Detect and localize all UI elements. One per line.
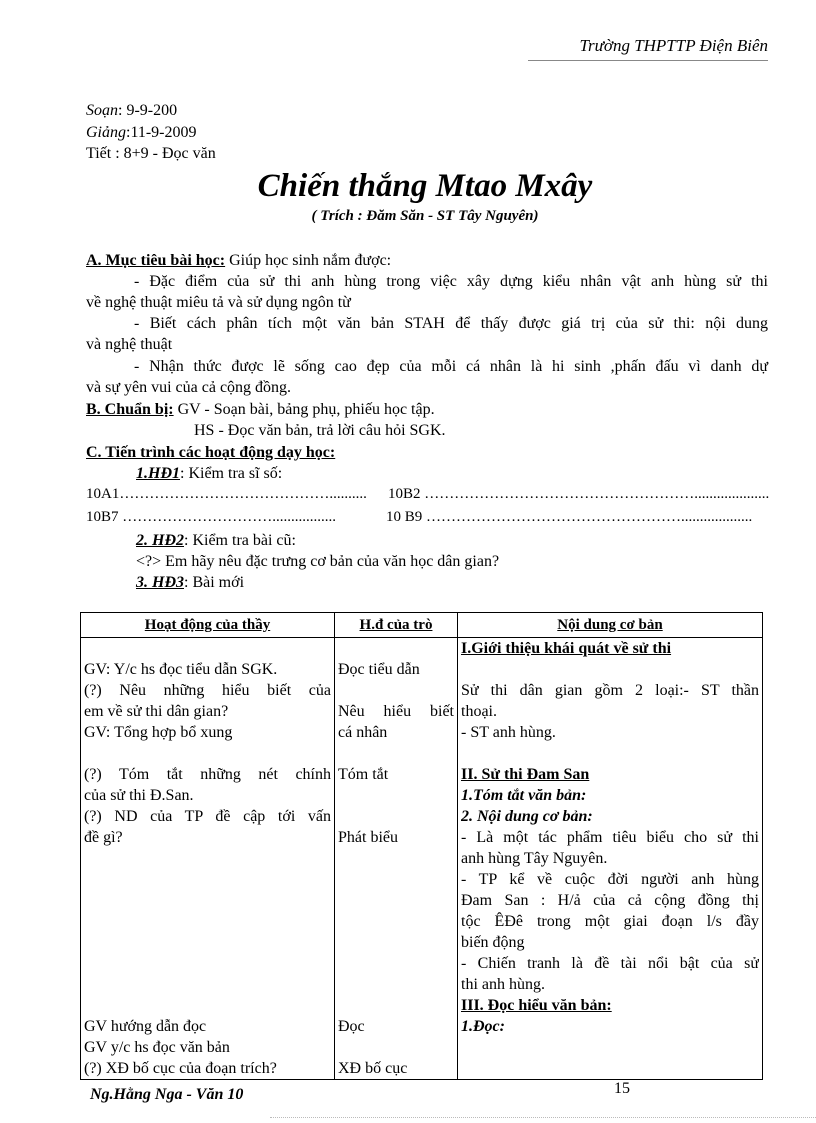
page-number: 15 (614, 1080, 630, 1097)
content-column (458, 638, 763, 1080)
teacher-line (84, 911, 331, 932)
school-name: Trường THPTTP Điện Biên (579, 36, 768, 55)
student-line (338, 806, 454, 827)
content-line: Sử thi dân gian gồm 2 loại:- ST thần (461, 682, 759, 699)
header-divider (528, 60, 768, 61)
hd3-label: 3. HĐ3 (136, 574, 184, 591)
hd2-text: : Kiểm tra bài cũ: (184, 532, 296, 549)
student-line (338, 890, 454, 911)
giang-label: Giảng (86, 124, 126, 141)
student-line (338, 848, 454, 869)
content-line: tộc ÊĐê trong một giai đoạn l/s đầy (461, 913, 759, 930)
content-line: anh hùng Tây Nguyên. (461, 850, 608, 867)
section-b-gv: GV - Soạn bài, bảng phụ, phiếu học tập. (173, 401, 435, 418)
teacher-line (84, 869, 331, 890)
teacher-line: (?) Tóm tắt những nét chính (84, 766, 331, 783)
teacher-line (84, 890, 331, 911)
header-teacher: Hoạt động của thầy (81, 613, 335, 638)
content-line (461, 659, 759, 680)
teacher-line (84, 848, 331, 869)
header-student: H.đ của trò (335, 613, 458, 638)
class-10b2: 10B2 ……………………………………………….................... (388, 486, 770, 502)
soan-value: : 9-9-200 (118, 102, 178, 119)
teacher-line (84, 974, 331, 995)
teacher-line: (?) Nêu những hiểu biết của (84, 682, 331, 699)
teacher-line (84, 932, 331, 953)
class-10b7: 10B7 …………………………................. (86, 509, 337, 525)
content-subheading: 2. Nội dung cơ bản: (461, 808, 593, 825)
student-line (338, 1037, 454, 1058)
section-c-heading-line (86, 442, 768, 463)
teacher-line: GV: Tổng hợp bổ xung (84, 724, 233, 741)
section-a-intro: Giúp học sinh nắm được: (225, 252, 392, 269)
student-line: Tóm tắt (338, 766, 389, 783)
footer-divider (270, 1117, 816, 1118)
content-line: thoại. (461, 703, 497, 720)
hd2-line (86, 530, 768, 551)
table-header-row (81, 613, 763, 638)
page-title: Chiến thắng Mtao Mxây (257, 168, 593, 204)
content-line (461, 1037, 759, 1058)
content-line: - ST anh hùng. (461, 724, 556, 741)
teacher-line (84, 995, 331, 1016)
content-subheading: 1.Tóm tắt văn bản: (461, 787, 587, 804)
hd1-text: : Kiểm tra sĩ số: (180, 465, 283, 482)
section-b-hs: HS - Đọc văn bản, trả lời câu hỏi SGK. (194, 422, 446, 439)
section-a-line: và sự yên vui của cả cộng đồng. (86, 379, 292, 396)
teacher-line: của sử thi Đ.San. (84, 787, 194, 804)
hd2-question: <?> Em hãy nêu đặc trưng cơ bản của văn học dân gian? (136, 553, 500, 570)
hd3-text: : Bài mới (184, 574, 245, 591)
content-heading: III. Đọc hiểu văn bản: (461, 997, 612, 1014)
content-line: thi anh hùng. (461, 976, 545, 993)
student-line (338, 638, 454, 659)
student-line (338, 995, 454, 1016)
section-a-heading: A. Mục tiêu bài học: (86, 252, 226, 269)
student-line: XĐ bố cục (338, 1060, 408, 1077)
content-heading: II. Sử thi Đam San (461, 766, 590, 783)
teacher-line (84, 953, 331, 974)
student-line (338, 743, 454, 764)
hd1-label: 1.HĐ1 (136, 465, 180, 482)
student-line (338, 911, 454, 932)
header-content: Nội dung cơ bản (458, 613, 763, 638)
section-a-heading-line (86, 250, 768, 271)
teacher-line: GV: Y/c hs đọc tiểu dẫn SGK. (84, 661, 278, 678)
giang-line (86, 124, 197, 142)
class-10a1: 10A1…………………………………….......... (86, 486, 367, 502)
content-line: - Chiến tranh là đề tài nổi bật của sử (461, 955, 759, 972)
student-line (338, 869, 454, 890)
giang-value: :11-9-2009 (126, 124, 197, 141)
section-b-heading-line (86, 399, 768, 420)
section-a-line: - Nhận thức được lẽ sống cao đẹp của mỗi cá nhân là hi sinh ,phấn đấu vì danh dự (134, 358, 768, 375)
content-heading: I.Giới thiệu khái quát về sử thi (461, 640, 672, 657)
content-line: Đam San : H/ả của cả cộng đồng thị (461, 892, 759, 909)
section-a-line: - Đặc điểm của sử thi anh hùng trong việc xây dựng kiểu nhân vật anh hùng sử thi (134, 273, 768, 290)
hd3-line (86, 572, 768, 593)
content-line: - TP kể về cuộc đời người anh hùng (461, 871, 759, 888)
class-10b9: 10 B9 ……………………………………………................... (386, 509, 753, 525)
teacher-line: GV hướng dẫn đọc (84, 1018, 207, 1035)
tiet-line: Tiết : 8+9 - Đọc văn (86, 145, 216, 162)
hd1-line (86, 463, 768, 484)
section-a-line: về nghệ thuật miêu tả và sử dụng ngôn từ (86, 294, 351, 311)
student-line (338, 932, 454, 953)
content-line (461, 743, 759, 764)
hd2-label: 2. HĐ2 (136, 532, 184, 549)
teacher-line: GV y/c hs đọc văn bản (84, 1039, 230, 1056)
teacher-line: em về sử thi dân gian? (84, 703, 229, 720)
student-line (338, 953, 454, 974)
section-a-line: - Biết cách phân tích một văn bản STAH để thấy được giá trị của sử thi: nội dung (134, 315, 768, 332)
table-row (81, 638, 763, 1080)
page-subtitle: ( Trích : Đăm Săn - ST Tây Nguyên) (311, 208, 539, 224)
soan-line (86, 102, 177, 120)
student-line (338, 680, 454, 701)
content-line: biến động (461, 934, 525, 951)
student-line (338, 974, 454, 995)
teacher-line (84, 638, 331, 659)
soan-label: Soạn (86, 102, 118, 119)
lesson-table (80, 612, 763, 1080)
footer-author: Ng.Hằng Nga - Văn 10 (90, 1086, 244, 1103)
teacher-line: (?) ND của TP đề cập tới vấn (84, 808, 331, 825)
section-b-heading: B. Chuẩn bị: (86, 401, 174, 418)
teacher-line (84, 743, 331, 764)
teacher-line: đề gì? (84, 829, 123, 846)
student-line: cá nhân (338, 724, 388, 741)
content-subheading: 1.Đọc: (461, 1018, 505, 1035)
teacher-column (81, 638, 335, 1080)
student-column (335, 638, 458, 1080)
student-line: Nêu hiểu biết (338, 703, 454, 720)
teacher-line: (?) XĐ bố cục của đoạn trích? (84, 1060, 277, 1077)
student-line: Đọc (338, 1018, 365, 1035)
section-c-heading: C. Tiến trình các hoạt động dạy học: (86, 444, 336, 461)
content-line: - Là một tác phẩm tiêu biểu cho sử thi (461, 829, 759, 846)
section-a-line: và nghệ thuật (86, 336, 173, 353)
student-line (338, 785, 454, 806)
student-line: Đọc tiểu dẫn (338, 661, 420, 678)
student-line: Phát biểu (338, 829, 398, 846)
